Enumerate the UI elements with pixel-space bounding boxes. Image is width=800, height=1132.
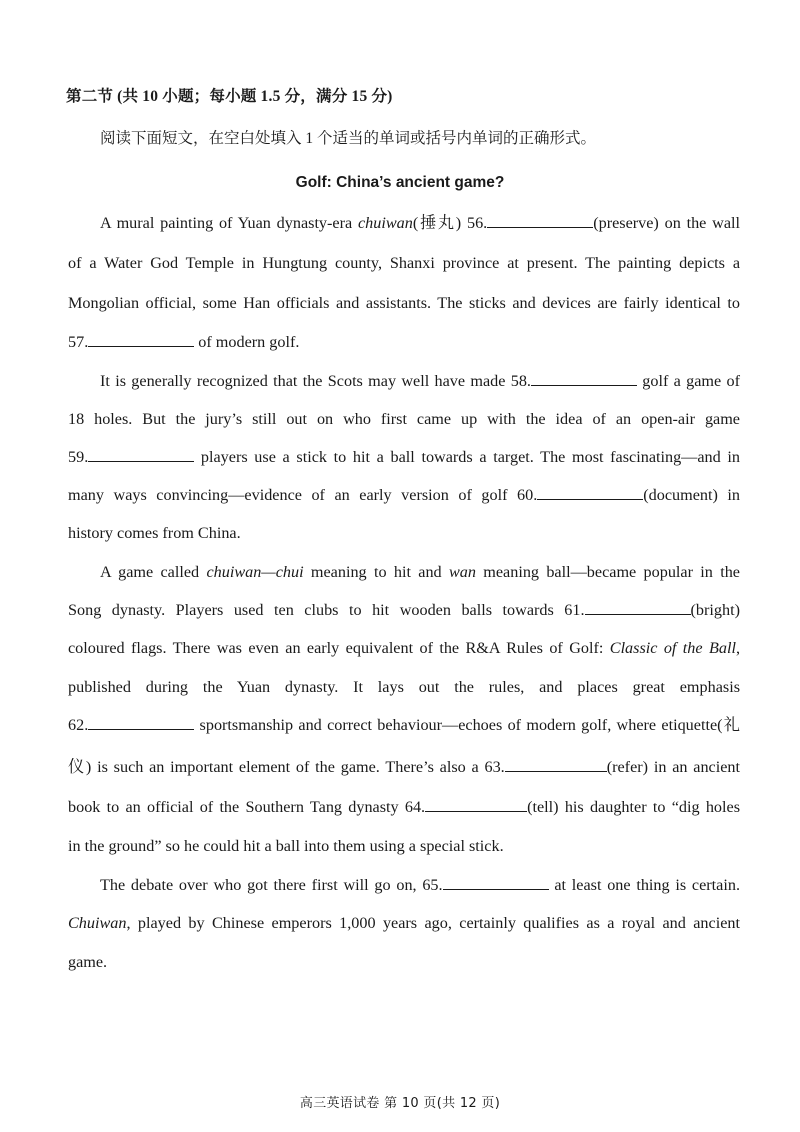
- p2-line-2: 18 holes. But the jury’s still out on who first came up with the idea of an open-air game: [68, 410, 740, 428]
- italic-term: Chuiwan: [68, 914, 127, 932]
- p3-line-2: [68, 599, 740, 621]
- p1-line-3: Mongolian official, some Han officials and assistants. The sticks and devices are fairly identical to: [68, 294, 740, 312]
- italic-term: chuiwan: [357, 214, 413, 232]
- blank-58[interactable]: [531, 370, 637, 386]
- text: (document) in: [643, 486, 740, 504]
- text: (tell) his daughter to “dig holes: [527, 798, 740, 816]
- p3-line-1: [68, 561, 740, 583]
- blank-60[interactable]: [537, 484, 643, 500]
- text: The debate over who got there first will go on, 65.: [100, 876, 443, 894]
- p2-line-1: [68, 370, 740, 392]
- blank-64[interactable]: [425, 796, 527, 812]
- blank-62[interactable]: [88, 714, 194, 730]
- p3-line-4: published during the Yuan dynasty. It lays out the rules, and places great emphasis: [68, 678, 740, 696]
- text: meaning to hit and: [303, 563, 449, 581]
- text: at least one thing is certain.: [548, 876, 740, 894]
- text: (preserve) on the wall: [593, 214, 741, 232]
- p2-line-4: [68, 484, 740, 506]
- text: 59.: [68, 448, 89, 466]
- text: 62.: [68, 716, 89, 734]
- text: It is generally recognized that the Scots may well have made 58.: [100, 372, 531, 390]
- italic-term: Classic of the Ball: [609, 639, 736, 657]
- section-title: 第二节 (共 10 小题；每小题 1.5 分，满分 15 分): [66, 88, 393, 105]
- p4-line-3: game.: [68, 953, 108, 971]
- p1-line-1: [68, 212, 740, 234]
- blank-59[interactable]: [88, 446, 194, 462]
- text: 57.: [68, 333, 89, 351]
- passage-title: Golf: China’s ancient game?: [295, 174, 505, 191]
- p3-line-5: [68, 714, 740, 736]
- text: (捶丸) 56.: [412, 214, 488, 232]
- text: , played by Chinese emperors 1,000 years ago, certainly qualifies as a royal and ancient: [126, 914, 740, 932]
- p2-line-3: [68, 446, 740, 468]
- text: (bright): [690, 601, 740, 619]
- text: (refer) in an ancient: [606, 758, 740, 776]
- page-footer: 高三英语试卷 第 10 页(共 12 页): [299, 1096, 501, 1111]
- p4-line-2: [68, 912, 740, 934]
- text: many ways convincing—evidence of an early version of golf 60.: [68, 486, 538, 504]
- p1-line-4: [68, 331, 740, 353]
- text: coloured flags. There was even an early equivalent of the R&A Rules of Golf:: [68, 639, 610, 657]
- p3-line-6: [68, 756, 740, 778]
- text: A mural painting of Yuan dynasty-era: [100, 214, 358, 232]
- text: A game called: [100, 563, 207, 581]
- p4-line-1: [68, 874, 740, 896]
- italic-term: wan: [448, 563, 476, 581]
- text: ,: [735, 639, 740, 657]
- text: Song dynasty. Players used ten clubs to hit wooden balls towards 61.: [68, 601, 585, 619]
- p3-line-7: [68, 796, 740, 818]
- blank-61[interactable]: [585, 599, 691, 615]
- text: 仪) is such an important element of the game. There’s also a 63.: [68, 758, 505, 776]
- p3-line-3: [68, 637, 740, 659]
- blank-65[interactable]: [443, 874, 549, 890]
- p1-line-2: of a Water God Temple in Hungtung county, Shanxi province at present. The painting depicts a: [68, 254, 740, 272]
- italic-term: chuiwan—chui: [206, 563, 304, 581]
- text: golf a game of: [636, 372, 740, 390]
- text: book to an official of the Southern Tang dynasty 64.: [68, 798, 426, 816]
- text: players use a stick to hit a ball towards a target. The most fascinating—and in: [194, 448, 740, 466]
- blank-56[interactable]: [487, 212, 593, 228]
- p2-line-5: history comes from China.: [68, 524, 241, 542]
- text: sportsmanship and correct behaviour—echoes of modern golf, where etiquette(礼: [194, 716, 740, 734]
- text: meaning ball—became popular in the: [475, 563, 740, 581]
- instruction-text: 阅读下面短文，在空白处填入 1 个适当的单词或括号内单词的正确形式。: [100, 130, 597, 147]
- text: of modern golf.: [194, 333, 300, 351]
- p3-line-8: in the ground” so he could hit a ball into them using a special stick.: [68, 837, 504, 855]
- blank-63[interactable]: [505, 756, 607, 772]
- blank-57[interactable]: [88, 331, 194, 347]
